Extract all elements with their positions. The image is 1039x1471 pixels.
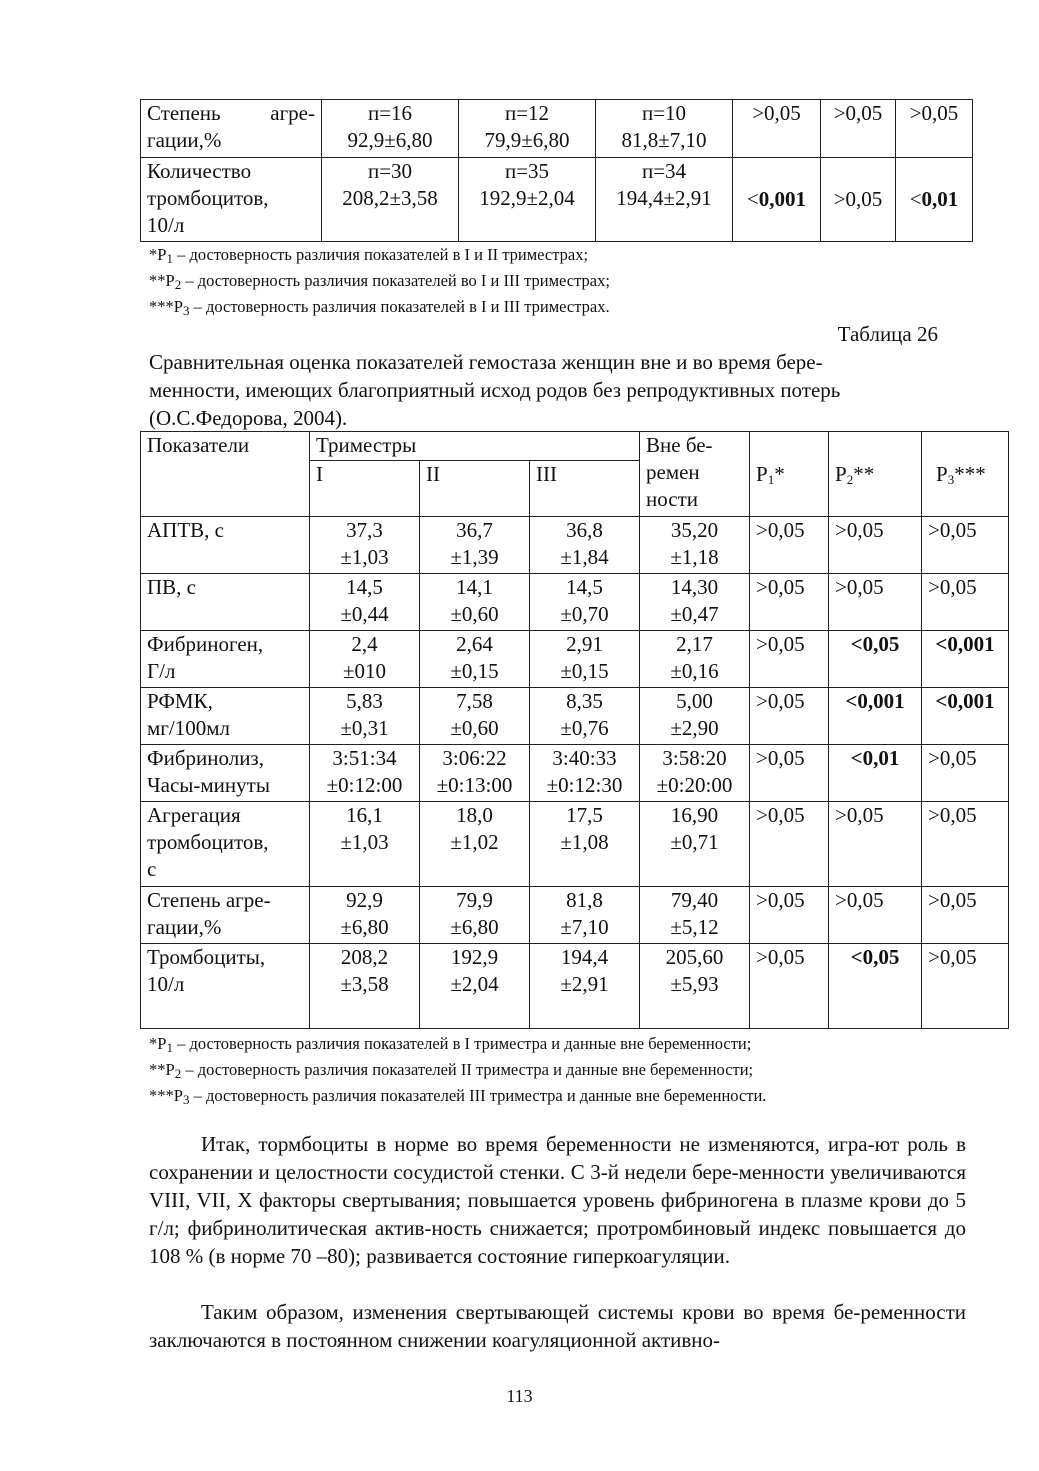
p-value-number: 0,01 — [921, 187, 959, 211]
row-label-line: Тромбоциты, — [147, 945, 266, 969]
row-label-line: гации,% — [147, 915, 222, 939]
p-value-cell: >0,05 — [829, 574, 922, 631]
p-value-cell — [896, 158, 973, 242]
value-cell — [640, 887, 750, 944]
value-line: 79,9±6,80 — [484, 128, 570, 152]
value-line: ±0,47 — [670, 602, 719, 626]
value-cell — [310, 745, 420, 802]
p-value-cell: >0,05 — [750, 802, 829, 887]
value-line: 79,40 — [670, 888, 719, 912]
table-row — [141, 574, 1009, 631]
footnote — [149, 1032, 751, 1056]
row-label-line: Фибриноген, — [147, 632, 264, 656]
value-line: 2,17 — [676, 632, 713, 656]
value-line: 194,4±2,91 — [616, 186, 712, 210]
p-value-cell: <0,01 — [829, 745, 922, 802]
footnote-subscript: 3 — [182, 1092, 190, 1107]
value-line: 18,0 — [456, 803, 493, 827]
p-value-cell: >0,05 — [829, 802, 922, 887]
value-line: 36,7 — [456, 518, 493, 542]
p-value-cell: >0,05 — [750, 745, 829, 802]
value-line: ±0,15 — [560, 659, 609, 683]
value-cell — [530, 688, 640, 745]
value-line: ±0:20:00 — [656, 773, 733, 797]
value-cell — [640, 745, 750, 802]
footnote-subscript: 2 — [174, 277, 182, 292]
row-label-line: 10/л — [147, 972, 185, 996]
row-label-line: тромбоцитов, — [147, 830, 269, 854]
footnote — [149, 1058, 753, 1082]
value-line: ±0,71 — [670, 830, 719, 854]
p-value-cell: >0,05 — [733, 100, 821, 158]
value-line: ±2,04 — [450, 972, 499, 996]
value-cell — [420, 887, 530, 944]
value-cell — [530, 944, 640, 1029]
value-line: ±3,58 — [340, 972, 389, 996]
value-cell — [420, 574, 530, 631]
value-line: ±0,60 — [450, 716, 499, 740]
value-line: 2,91 — [566, 632, 603, 656]
value-line: 194,4 — [560, 945, 609, 969]
row-label-line: Степень агре- — [147, 888, 271, 912]
row-label-line: АПТВ, с — [147, 518, 224, 542]
value-cell — [530, 802, 640, 887]
value-cell — [640, 802, 750, 887]
header-outside-pregnancy — [640, 432, 750, 517]
row-label-line: Количество — [147, 159, 252, 183]
row-label — [141, 887, 310, 944]
row-label-line: Фибринолиз, — [147, 746, 264, 770]
p-value-cell: >0,05 — [922, 802, 1009, 887]
value-cell — [310, 574, 420, 631]
body-paragraph: Таким образом, изменения свертывающей системы крови во время бе-ременности заключаются в постоянном снижении коагуляционной активно- — [149, 1300, 966, 1352]
value-line: 3:40:33 — [552, 746, 617, 770]
value-cell — [640, 631, 750, 688]
p-value-cell: >0,05 — [922, 887, 1009, 944]
value-line: ±5,93 — [670, 972, 719, 996]
table-row — [141, 158, 973, 242]
p-value-number: 0,001 — [758, 187, 807, 211]
table-row — [141, 887, 1009, 944]
header-outside-line: ности — [646, 487, 698, 511]
footnote-subscript: 3 — [182, 303, 190, 318]
value-line: ±1,02 — [450, 830, 499, 854]
value-cell — [420, 631, 530, 688]
footnote-text: – достоверность различия показателей в I триместра и данные вне беременности; — [172, 1034, 752, 1053]
value-cell — [310, 688, 420, 745]
value-cell — [420, 745, 530, 802]
header-trimester-iii: III — [530, 461, 640, 517]
value-line: 3:58:20 — [662, 746, 727, 770]
value-line: ±0,70 — [560, 602, 609, 626]
header-indicators: Показатели — [141, 432, 310, 517]
p-value-cell: >0,05 — [922, 574, 1009, 631]
value-line: ±1,03 — [340, 545, 389, 569]
value-line: 14,30 — [670, 575, 719, 599]
value-line: 7,58 — [456, 689, 493, 713]
row-label-line: Агрегация — [147, 803, 241, 827]
value-line: п=34 — [641, 159, 687, 183]
row-label-line: Часы-минуты — [147, 773, 270, 797]
row-label-line: РФМК, — [147, 689, 213, 713]
row-label — [141, 944, 310, 1029]
footnote-prefix: ***P — [149, 297, 183, 316]
row-label-line: ПВ, с — [147, 575, 196, 599]
header-trimester-ii: II — [420, 461, 530, 517]
value-line: 17,5 — [566, 803, 603, 827]
value-line: ±0,16 — [670, 659, 719, 683]
p-value-cell: <0,05 — [829, 631, 922, 688]
table-title — [149, 348, 979, 432]
row-label-line: Степень агре- — [147, 101, 315, 125]
p-value-symbol: < — [746, 187, 759, 211]
header-p1: $P_1*$ — [750, 432, 829, 517]
value-line: 79,9 — [456, 888, 493, 912]
header-trimester-i: I — [310, 461, 420, 517]
p-value-cell: >0,05 — [829, 887, 922, 944]
value-cell — [640, 944, 750, 1029]
row-label-line: Г/л — [147, 659, 176, 683]
p-value-cell: >0,05 — [922, 745, 1009, 802]
page-number: 113 — [506, 1386, 533, 1406]
footnote-prefix: **P — [149, 1060, 175, 1079]
value-cell — [530, 631, 640, 688]
value-line: ±0,44 — [340, 602, 389, 626]
value-line: 2,4 — [351, 632, 378, 656]
value-line: 208,2 — [340, 945, 389, 969]
p-value-cell: >0,05 — [821, 158, 896, 242]
footnote — [149, 243, 588, 267]
p-value-cell: >0,05 — [829, 517, 922, 574]
header-outside-line: ремен — [646, 460, 700, 484]
p-value-cell: >0,05 — [750, 887, 829, 944]
value-line: 2,64 — [456, 632, 493, 656]
value-line: ±0,76 — [560, 716, 609, 740]
table-title-line: менности, имеющих благоприятный исход родов без репродуктивных потерь — [149, 378, 841, 402]
p-value-cell: >0,05 — [922, 944, 1009, 1029]
row-label-line: тромбоцитов, — [147, 186, 269, 210]
value-line: ±1,84 — [560, 545, 609, 569]
row-label-line: с — [147, 857, 157, 881]
footnote-prefix: *P — [149, 245, 167, 264]
table-title-line: (О.С.Федорова, 2004). — [149, 406, 348, 430]
table-row — [141, 517, 1009, 574]
row-label-line: 10/л — [147, 213, 185, 237]
value-line: ±1,39 — [450, 545, 499, 569]
value-line: 8,35 — [566, 689, 603, 713]
p-value-cell: >0,05 — [750, 517, 829, 574]
p-value-cell: >0,05 — [750, 944, 829, 1029]
value-cell — [459, 158, 596, 242]
p-value-cell: >0,05 — [750, 688, 829, 745]
value-line: ±2,90 — [670, 716, 719, 740]
value-cell — [322, 158, 459, 242]
value-line: 5,83 — [346, 689, 383, 713]
table-title-line: Сравнительная оценка показателей гемостаза женщин вне и во время бере- — [149, 350, 823, 374]
value-line: 205,60 — [665, 945, 724, 969]
value-line: 35,20 — [670, 518, 719, 542]
value-cell — [530, 887, 640, 944]
value-cell — [310, 517, 420, 574]
value-line: 14,1 — [456, 575, 493, 599]
value-line: п=35 — [504, 159, 550, 183]
value-line: 208,2±3,58 — [342, 186, 438, 210]
continued-table — [140, 99, 973, 242]
table-row — [141, 802, 1009, 887]
footnote-subscript: 2 — [174, 1066, 182, 1081]
value-line: ±0,60 — [450, 602, 499, 626]
value-line: 192,9 — [450, 945, 499, 969]
p-value-cell: >0,05 — [750, 631, 829, 688]
row-label-line: мг/100мл — [147, 716, 231, 740]
p-value-cell: <0,001 — [922, 631, 1009, 688]
table-row — [141, 745, 1009, 802]
header-trimesters: Триместры — [310, 432, 640, 461]
footnote — [149, 295, 610, 319]
value-cell — [420, 944, 530, 1029]
value-line: 5,00 — [676, 689, 713, 713]
footnote — [149, 1084, 766, 1108]
p-value-cell — [733, 158, 821, 242]
value-line: п=10 — [641, 101, 687, 125]
value-cell — [310, 802, 420, 887]
p-value-symbol: < — [909, 187, 922, 211]
row-label — [141, 631, 310, 688]
value-line: 81,8 — [566, 888, 603, 912]
value-cell — [310, 887, 420, 944]
row-label — [141, 517, 310, 574]
value-line: 3:51:34 — [332, 746, 397, 770]
value-line: 192,9±2,04 — [479, 186, 575, 210]
footnote-prefix: *P — [149, 1034, 167, 1053]
value-line: ±6,80 — [340, 915, 389, 939]
value-line: п=16 — [367, 101, 413, 125]
p-value-cell: >0,05 — [821, 100, 896, 158]
value-cell — [596, 158, 733, 242]
value-line: 36,8 — [566, 518, 603, 542]
header-row — [141, 432, 1009, 461]
value-line: ±0:12:30 — [546, 773, 623, 797]
footnote-text: – достоверность различия показателей в I и III триместрах. — [189, 297, 610, 316]
table-row — [141, 688, 1009, 745]
footnote-prefix: ***P — [149, 1086, 183, 1105]
value-line: ±7,10 — [560, 915, 609, 939]
value-line: ±0:13:00 — [436, 773, 513, 797]
value-cell — [322, 100, 459, 158]
value-cell — [420, 517, 530, 574]
p-value-cell: >0,05 — [922, 517, 1009, 574]
value-line: 14,5 — [346, 575, 383, 599]
value-cell — [530, 574, 640, 631]
footnote-prefix: **P — [149, 271, 175, 290]
value-cell — [310, 631, 420, 688]
row-label — [141, 688, 310, 745]
value-line: 3:06:22 — [442, 746, 507, 770]
value-line: 92,9±6,80 — [347, 128, 433, 152]
table-row — [141, 100, 973, 158]
value-line: ±0:12:00 — [326, 773, 403, 797]
table-caption: Таблица 26 — [837, 322, 938, 346]
table-row — [141, 631, 1009, 688]
footnote-subscript: 1 — [166, 1040, 173, 1055]
footnote-text: – достоверность различия показателей в I и II триместрах; — [172, 245, 589, 264]
value-line: 81,8±7,10 — [621, 128, 707, 152]
footnote-text: – достоверность различия показателей во I и III триместрах; — [181, 271, 610, 290]
footnote-subscript: 1 — [166, 251, 173, 266]
p-value-cell: <0,001 — [922, 688, 1009, 745]
value-line: ±0,31 — [340, 716, 389, 740]
value-line: ±1,08 — [560, 830, 609, 854]
row-label — [141, 745, 310, 802]
value-cell — [530, 745, 640, 802]
value-line: п=30 — [367, 159, 413, 183]
value-cell — [420, 802, 530, 887]
value-line: 16,1 — [346, 803, 383, 827]
value-line: ±010 — [342, 659, 387, 683]
value-cell — [420, 688, 530, 745]
value-line: 14,5 — [566, 575, 603, 599]
value-line: ±6,80 — [450, 915, 499, 939]
header-outside-line: Вне бе- — [646, 433, 713, 457]
footnote-text: – достоверность различия показателей II триместра и данные вне беременности; — [181, 1060, 754, 1079]
value-cell — [640, 517, 750, 574]
value-cell — [310, 944, 420, 1029]
row-label-line: гации,% — [147, 128, 222, 152]
value-cell — [459, 100, 596, 158]
value-line: 16,90 — [670, 803, 719, 827]
footnote — [149, 269, 610, 293]
value-line: ±5,12 — [670, 915, 719, 939]
value-line: ±2,91 — [560, 972, 609, 996]
p-value-cell: <0,05 — [829, 944, 922, 1029]
value-line: ±0,15 — [450, 659, 499, 683]
row-label — [141, 574, 310, 631]
p-value-cell: <0,001 — [829, 688, 922, 745]
value-cell — [596, 100, 733, 158]
value-line: ±1,18 — [670, 545, 719, 569]
value-line: ±1,03 — [340, 830, 389, 854]
header-p3: $P_3***$ — [922, 432, 1009, 517]
p-value-cell: >0,05 — [896, 100, 973, 158]
table-row — [141, 944, 1009, 1029]
value-line: 92,9 — [346, 888, 383, 912]
value-line: п=12 — [504, 101, 550, 125]
body-paragraph: Итак, тормбоциты в норме во время беременности не изменяются, игра-ют роль в сохранении и целостности сосудистой стенки. С 3-й недели бере-менности увеличиваются VIII, VII, X факторы свертывания; повышается уровень фибриногена в плазме крови до 5 г/л; фибринолитическая актив-ность снижается; протромбиновый индекс повышается до 108 % (в норме 70 –80); развивается состояние гиперкоагуляции. — [149, 1132, 966, 1268]
footnote-text: – достоверность различия показателей III триместра и данные вне беременности. — [189, 1086, 767, 1105]
value-line: 37,3 — [346, 518, 383, 542]
row-label — [141, 802, 310, 887]
value-cell — [640, 574, 750, 631]
value-cell — [640, 688, 750, 745]
value-cell — [530, 517, 640, 574]
p-value-cell: >0,05 — [750, 574, 829, 631]
row-label — [141, 158, 322, 242]
hemostasis-table — [140, 431, 1009, 1029]
row-label — [141, 100, 322, 158]
header-p2: $P_2**$ — [829, 432, 922, 517]
